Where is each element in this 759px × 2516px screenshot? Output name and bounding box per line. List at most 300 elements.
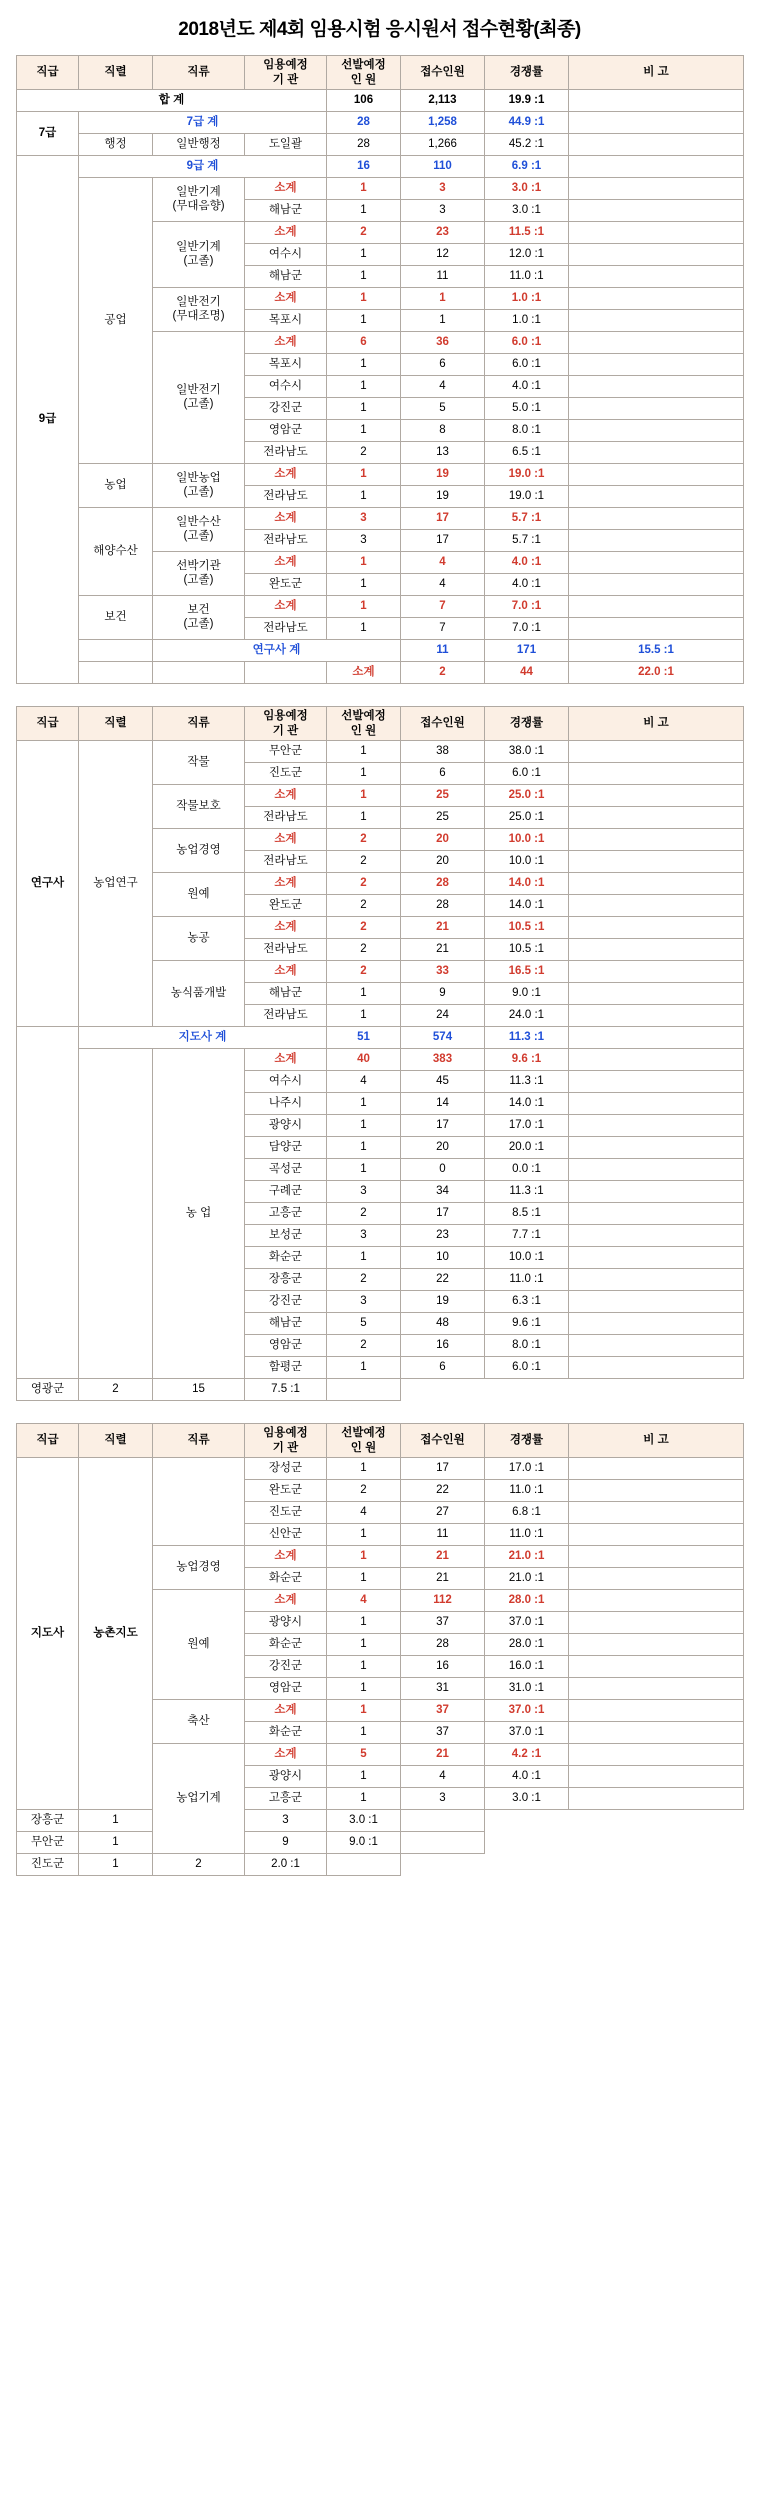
table-cell: 6 [401,1357,485,1379]
table-cell: 1 [327,763,401,785]
table-cell: 무안군 [17,1832,79,1854]
table-cell: 축산 [153,1700,245,1744]
table-cell: 1 [79,1832,153,1854]
col-header-grade: 직급 [17,1424,79,1458]
table-row [17,1458,744,1480]
table-cell: 28.0 :1 [485,1590,569,1612]
table-cell: 원예 [153,873,245,917]
table-cell: 5.7 :1 [485,508,569,530]
table-cell: 19 [401,1291,485,1313]
table-row [17,1854,744,1876]
table-cell: 일반수산 (고졸) [153,508,245,552]
table-cell: 광양시 [245,1612,327,1634]
table-cell: 농업기계 [153,1744,245,1854]
table-cell: 전라남도 [245,1005,327,1027]
table-cell [569,1700,744,1722]
table-cell: 1 [79,1810,153,1832]
table-cell: 일반전기 (고졸) [153,332,245,464]
table-cell [569,1159,744,1181]
table-cell: 곡성군 [245,1159,327,1181]
table-cell: 20 [401,829,485,851]
table-cell [569,112,744,134]
table-cell: 1 [327,1568,401,1590]
table-cell: 21.0 :1 [485,1546,569,1568]
table-cell: 3 [401,200,485,222]
col-header-planned: 선발예정 인 원 [327,56,401,90]
table-cell: 나주시 [245,1093,327,1115]
table-cell: 일반기계 (고졸) [153,222,245,288]
table-cell: 4 [401,574,485,596]
table-cell: 1.0 :1 [485,310,569,332]
table-cell: 37 [401,1722,485,1744]
table-cell: 9.0 :1 [485,983,569,1005]
table-cell: 1 [327,420,401,442]
table-cell: 11.0 :1 [485,1269,569,1291]
table-cell: 10.0 :1 [485,829,569,851]
col-header-agency: 임용예정 기 관 [245,1424,327,1458]
table-cell [569,288,744,310]
table-cell: 2 [327,961,401,983]
table-cell: 37.0 :1 [485,1722,569,1744]
table-cell: 28 [401,895,485,917]
table-cell: 2,113 [401,90,485,112]
table-cell [569,222,744,244]
table-cell: 전라남도 [245,939,327,961]
table-cell: 1 [327,1700,401,1722]
table-cell: 19 [401,486,485,508]
table-cell: 20 [401,1137,485,1159]
table-cell: 고흥군 [245,1788,327,1810]
table-cell: 1 [327,1656,401,1678]
table-cell: 38.0 :1 [485,741,569,763]
table-cell: 합 계 [17,90,327,112]
table-cell: 44 [485,662,569,684]
table-cell: 소계 [245,785,327,807]
table-cell: 20 [401,851,485,873]
table-cell: 1 [327,1137,401,1159]
table-cell: 1 [327,1788,401,1810]
table-cell: 1 [79,1854,153,1876]
table-cell: 8 [401,420,485,442]
table-cell [569,1269,744,1291]
table-cell: 신안군 [245,1524,327,1546]
table-cell [569,266,744,288]
table-cell: 해남군 [245,200,327,222]
table-cell: 지도사 [17,1458,79,1810]
table-cell: 7 [401,618,485,640]
table-cell: 7급 계 [79,112,327,134]
table-cell: 일반농업 (고졸) [153,464,245,508]
table-cell: 7.5 :1 [245,1379,327,1401]
table-cell: 383 [401,1049,485,1071]
table-cell [569,1247,744,1269]
table-cell: 7.0 :1 [485,618,569,640]
table-cell: 진도군 [245,1502,327,1524]
col-header-ratio: 경쟁률 [485,707,569,741]
table-cell [569,420,744,442]
table-cell [569,1788,744,1810]
table-cell: 22 [401,1269,485,1291]
table-cell: 소계 [245,222,327,244]
table-cell: 1,266 [401,134,485,156]
col-header-series: 직렬 [79,707,153,741]
col-header-series: 직렬 [79,56,153,90]
table-cell: 33 [401,961,485,983]
table-cell: 4.0 :1 [485,1766,569,1788]
table-cell: 3 [327,1291,401,1313]
table-cell [569,829,744,851]
table-cell: 9.6 :1 [485,1313,569,1335]
table-cell [569,1027,744,1049]
table-cell [569,354,744,376]
table-cell [569,156,744,178]
table-cell: 13 [401,442,485,464]
table-cell: 28 [401,873,485,895]
table-cell: 9급 계 [79,156,327,178]
table-cell: 14.0 :1 [485,1093,569,1115]
table-cell: 목포시 [245,354,327,376]
table-cell: 1 [327,1159,401,1181]
table-cell: 광양시 [245,1115,327,1137]
table-cell: 11 [401,640,485,662]
table-cell [569,1480,744,1502]
table-cell [569,917,744,939]
table-cell: 24 [401,1005,485,1027]
table-cell [569,1357,744,1379]
table-cell: 10 [401,1247,485,1269]
table-cell: 광양시 [245,1766,327,1788]
table-cell [569,939,744,961]
table-row [17,741,744,763]
table-cell [569,1291,744,1313]
table-cell [569,1005,744,1027]
table-cell: 2 [327,939,401,961]
table-cell [569,807,744,829]
table-cell: 1 [327,464,401,486]
table-cell: 1 [327,574,401,596]
table-cell [569,90,744,112]
table-cell [569,1546,744,1568]
table-cell: 소계 [245,288,327,310]
table-row [17,1810,744,1832]
table-cell: 19 [401,464,485,486]
table-cell [569,1678,744,1700]
table-cell: 농 업 [153,1049,245,1379]
table-cell: 농업연구 [79,741,153,1027]
table-cell: 2.0 :1 [245,1854,327,1876]
table-cell: 원예 [153,1590,245,1700]
table-cell [569,1744,744,1766]
table-cell: 목포시 [245,310,327,332]
table-cell: 진도군 [17,1854,79,1876]
table-cell: 5.0 :1 [485,398,569,420]
table-cell: 1 [327,1115,401,1137]
table-cell: 2 [327,1335,401,1357]
col-header-agency: 임용예정 기 관 [245,707,327,741]
table-cell [569,134,744,156]
table-cell [569,1568,744,1590]
table-cell: 24.0 :1 [485,1005,569,1027]
table-cell: 1 [327,376,401,398]
table-cell [569,1115,744,1137]
table-cell: 1 [327,1546,401,1568]
table-row [17,134,744,156]
table-cell: 1 [327,288,401,310]
table-cell: 4 [327,1502,401,1524]
table-cell: 농업경영 [153,1546,245,1590]
table-cell: 소계 [245,508,327,530]
table-cell [401,1810,485,1832]
table-cell: 일반전기 (무대조명) [153,288,245,332]
table-cell [569,741,744,763]
table-cell: 화순군 [245,1634,327,1656]
table-cell: 농촌지도 [79,1458,153,1810]
table-cell: 여수시 [245,244,327,266]
table-cell: 17 [401,1203,485,1225]
table-cell: 전라남도 [245,618,327,640]
table-cell: 4 [327,1071,401,1093]
table-cell: 2 [327,829,401,851]
table-cell: 소계 [245,1546,327,1568]
table-cell [153,662,245,684]
table-cell [569,983,744,1005]
table-cell: 강진군 [245,1291,327,1313]
table-cell: 21 [401,939,485,961]
table-row [17,508,744,530]
table-cell [569,596,744,618]
table-cell: 5.7 :1 [485,530,569,552]
table-cell: 45.2 :1 [485,134,569,156]
table-cell: 해남군 [245,266,327,288]
col-header-ratio: 경쟁률 [485,1424,569,1458]
table-cell: 38 [401,741,485,763]
col-header-applicants: 접수인원 [401,1424,485,1458]
table-cell: 5 [401,398,485,420]
table-cell: 14.0 :1 [485,873,569,895]
table-cell [569,785,744,807]
table-cell: 11.5 :1 [485,222,569,244]
table-cell: 작물 [153,741,245,785]
page-title: 2018년도 제4회 임용시험 응시원서 접수현황(최종) [178,19,581,40]
table-cell: 전라남도 [245,530,327,552]
table-cell: 40 [327,1049,401,1071]
table-cell: 45 [401,1071,485,1093]
table-cell: 11.0 :1 [485,1480,569,1502]
table-cell: 28 [327,112,401,134]
col-header-planned: 선발예정 인 원 [327,707,401,741]
table-cell: 1 [327,398,401,420]
table-row [17,112,744,134]
table-cell [569,1524,744,1546]
table-cell [569,244,744,266]
table-cell: 11 [401,1524,485,1546]
table-cell: 장흥군 [245,1269,327,1291]
table-cell: 3 [327,530,401,552]
table-cell: 12 [401,244,485,266]
col-header-applicants: 접수인원 [401,56,485,90]
table-cell: 농식품개발 [153,961,245,1027]
table-cell: 공업 [79,178,153,464]
table-cell: 3.0 :1 [327,1810,401,1832]
table-cell: 1 [327,1458,401,1480]
table-cell: 21.0 :1 [485,1568,569,1590]
table-cell: 2 [327,1480,401,1502]
table-row [17,662,744,684]
table-cell: 112 [401,1590,485,1612]
table-cell: 2 [401,662,485,684]
table-cell: 5 [327,1744,401,1766]
table-cell: 일반행정 [153,134,245,156]
table-cell [569,851,744,873]
table-cell [153,1458,245,1546]
table-cell: 10.5 :1 [485,917,569,939]
table-cell [569,508,744,530]
table-cell: 7급 [17,112,79,156]
table-cell [79,640,153,662]
table-cell: 25 [401,807,485,829]
table-cell: 3 [401,1788,485,1810]
table-cell: 해남군 [245,983,327,1005]
col-header-category: 직류 [153,707,245,741]
table-cell: 1 [327,266,401,288]
table-cell: 37.0 :1 [485,1612,569,1634]
table-cell [569,398,744,420]
col-header-agency: 임용예정 기 관 [245,56,327,90]
table-cell: 4 [401,552,485,574]
table-cell: 22 [401,1480,485,1502]
table-cell: 8.0 :1 [485,1335,569,1357]
table-cell [569,200,744,222]
col-header-applicants: 접수인원 [401,707,485,741]
table-cell [569,1612,744,1634]
table-cell: 보건 [79,596,153,640]
table-row [17,464,744,486]
table-cell: 3.0 :1 [485,1788,569,1810]
table-cell [569,530,744,552]
table-cell [569,1093,744,1115]
table-cell [569,1766,744,1788]
col-header-grade: 직급 [17,56,79,90]
table-cell: 화순군 [245,1722,327,1744]
table-cell: 22.0 :1 [569,662,744,684]
table-cell: 1 [327,807,401,829]
table-cell: 7 [401,596,485,618]
table-cell: 해양수산 [79,508,153,596]
table-cell: 담양군 [245,1137,327,1159]
table-cell: 1 [327,552,401,574]
table-cell: 21 [401,1546,485,1568]
table-cell: 연구사 [17,741,79,1027]
table-header-row [17,707,744,741]
table-cell: 연구사 계 [153,640,401,662]
table-cell: 1 [327,1634,401,1656]
table-cell [569,1181,744,1203]
col-header-ratio: 경쟁률 [485,56,569,90]
table-cell [569,873,744,895]
table-cell: 9.6 :1 [485,1049,569,1071]
table-cell: 6.8 :1 [485,1502,569,1524]
table-cell: 25.0 :1 [485,807,569,829]
table-cell: 해남군 [245,1313,327,1335]
table-cell: 장흥군 [17,1810,79,1832]
table-cell: 전라남도 [245,442,327,464]
table-cell: 6.3 :1 [485,1291,569,1313]
table-cell: 소계 [245,1700,327,1722]
table-cell: 34 [401,1181,485,1203]
table-cell: 행정 [79,134,153,156]
table-cell: 574 [401,1027,485,1049]
table-cell: 4.0 :1 [485,552,569,574]
table-cell: 17 [401,1115,485,1137]
table-cell [569,486,744,508]
table-cell: 2 [153,1854,245,1876]
table-cell: 6 [327,332,401,354]
table-cell: 5 [327,1313,401,1335]
table-cell: 3.0 :1 [485,178,569,200]
table-cell: 소계 [245,332,327,354]
table-cell: 19.0 :1 [485,464,569,486]
col-header-note: 비 고 [569,707,744,741]
table-cell: 진도군 [245,763,327,785]
table-cell: 106 [327,90,401,112]
col-header-note: 비 고 [569,56,744,90]
table-cell: 6.5 :1 [485,442,569,464]
table-cell: 1 [327,1678,401,1700]
table-cell: 4 [401,1766,485,1788]
table-cell: 전라남도 [245,807,327,829]
table-cell: 16.5 :1 [485,961,569,983]
table-cell [569,376,744,398]
table-cell: 4 [401,376,485,398]
table-cell [569,1656,744,1678]
table-cell [569,1049,744,1071]
table-cell: 11 [401,266,485,288]
col-header-category: 직류 [153,1424,245,1458]
table-row [17,1832,744,1854]
table-cell: 48 [401,1313,485,1335]
table-cell: 51 [327,1027,401,1049]
table-cell: 17.0 :1 [485,1115,569,1137]
table-cell: 4.0 :1 [485,574,569,596]
table-cell: 3 [401,178,485,200]
table-cell: 3 [327,1225,401,1247]
table-cell: 23 [401,1225,485,1247]
table-cell: 2 [327,222,401,244]
table-cell: 1 [327,1357,401,1379]
table-cell: 21 [401,1744,485,1766]
table-cell: 1 [401,310,485,332]
table-cell: 1 [327,741,401,763]
table-cell [569,1335,744,1357]
table-cell: 15.5 :1 [569,640,744,662]
table-cell: 4.0 :1 [485,376,569,398]
table-cell: 16 [401,1656,485,1678]
table-cell [569,574,744,596]
table-cell: 소계 [245,178,327,200]
table-cell: 9 [245,1832,327,1854]
table-cell: 소계 [245,596,327,618]
table-cell: 37 [401,1612,485,1634]
table-cell: 1 [327,1005,401,1027]
table-cell: 2 [327,1269,401,1291]
table-cell: 8.0 :1 [485,420,569,442]
table-cell: 0 [401,1159,485,1181]
table-cell [569,618,744,640]
table-cell: 31.0 :1 [485,1678,569,1700]
table-cell: 37 [401,1700,485,1722]
table-cell: 보성군 [245,1225,327,1247]
data-table [16,706,744,1401]
